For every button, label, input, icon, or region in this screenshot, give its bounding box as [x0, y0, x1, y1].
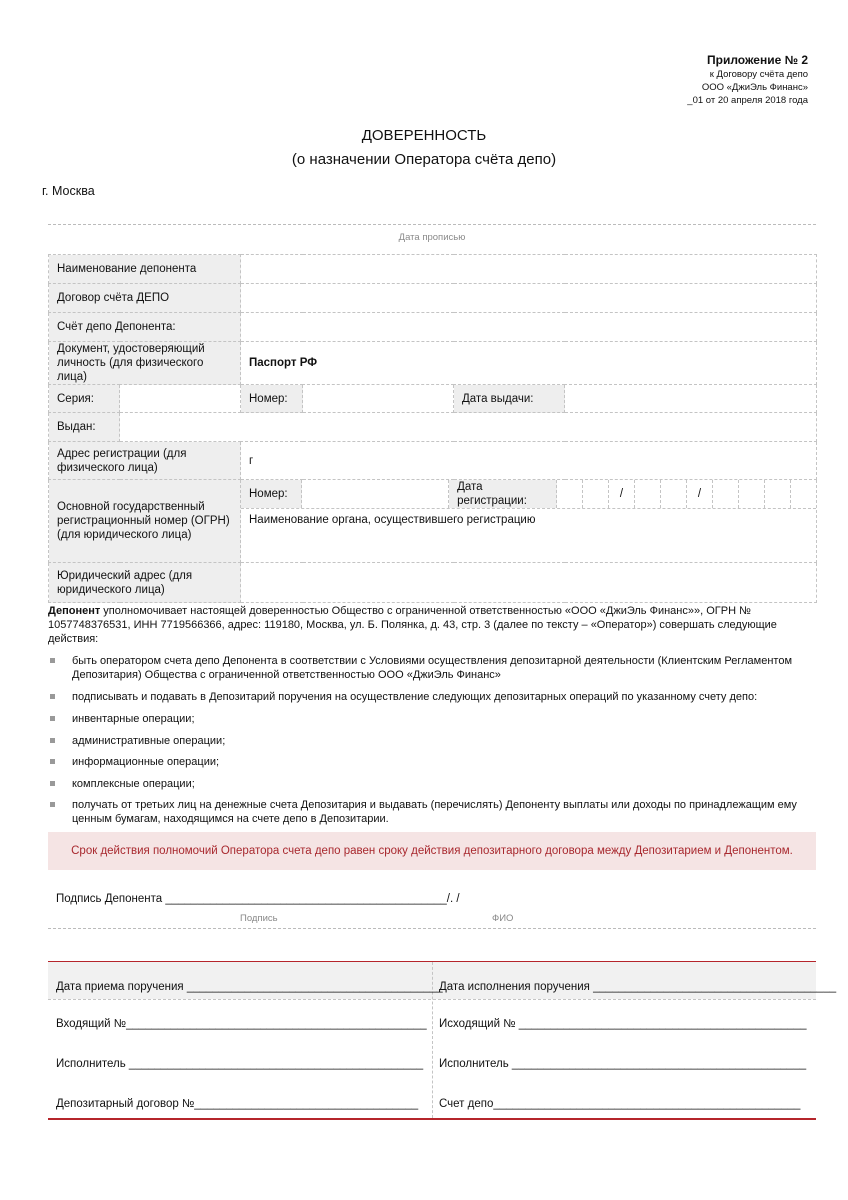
date-separator: /: [609, 480, 635, 508]
id-document-label: Документ, удостоверяющий личность (для физического лица): [49, 342, 241, 385]
document-title: ДОВЕРЕННОСТЬ: [361, 127, 487, 144]
legal-address-field[interactable]: [241, 563, 817, 603]
bullet-icon: [50, 694, 55, 699]
list-item-text: административные операции;: [72, 735, 226, 747]
depositor-name-label: Наименование депонента: [49, 255, 241, 284]
list-item-text: комплексные операции;: [72, 778, 195, 790]
bullet-icon: [50, 759, 55, 764]
registration-date-boxes[interactable]: [557, 480, 816, 508]
date-digit-box[interactable]: [557, 480, 583, 508]
executor-left-field[interactable]: Исполнитель ______________________________________________: [56, 1058, 424, 1070]
depositor-name-field[interactable]: [241, 255, 817, 284]
incoming-number-field[interactable]: Входящий №_______________________________________________: [56, 1018, 427, 1030]
authorization-text: [48, 604, 788, 646]
authorization-paragraph: уполномочивает настоящей доверенностью Общество с ограниченной ответственностью «ООО «ДжиЭль Финанс»», ОГРН № 1057748376531, ИНН 7719566366, адрес: 119180, Москва, ул. Б. Полянка, д. 43, стр. 3 (далее по тексту – «Оператор») совершать следующие действия:: [48, 605, 777, 645]
depo-account-field[interactable]: Счет депо________________________________________________: [439, 1098, 801, 1110]
divider: [48, 224, 816, 225]
appendix-header: [687, 52, 808, 107]
appendix-line-3: _01 от 20 апреля 2018 года: [687, 95, 808, 106]
bullet-icon: [50, 738, 55, 743]
city: г. Москва: [42, 184, 95, 198]
bullet-icon: [50, 802, 55, 807]
appendix-title: Приложение № 2: [706, 53, 808, 67]
issued-by-label: Выдан:: [49, 413, 120, 442]
series-field[interactable]: [120, 385, 241, 413]
date-digit-box[interactable]: [739, 480, 765, 508]
registration-date-label: Дата регистрации:: [449, 480, 557, 508]
list-item-text: инвентарные операции;: [72, 713, 195, 725]
appendix-line-2: ООО «ДжиЭль Финанс»: [701, 82, 808, 93]
ogrn-number-label: Номер:: [241, 480, 302, 508]
registration-address-label: Адрес регистрации (для физического лица): [49, 442, 241, 480]
passport-number-label: Номер:: [241, 385, 303, 413]
row-divider: [48, 999, 816, 1000]
list-item-text: быть оператором счета депо Депонента в соответствии с Условиями осуществления депозитарной деятельности (Клиентским Регламентом Депозитария) Общества с ограниченной ответственностью ООО «ДжиЭль Финанс»: [72, 655, 793, 681]
registration-address-field[interactable]: г: [241, 442, 817, 480]
passport-number-field[interactable]: [303, 385, 454, 413]
bullet-icon: [50, 658, 55, 663]
signature-caption: Подпись: [240, 913, 278, 924]
validity-banner-text: Срок действия полномочий Оператора счета депо равен сроку действия депозитарного договора между Депозитарием и Депонентом.: [71, 845, 793, 857]
account-label: Счёт депо Депонента:: [49, 313, 241, 342]
bullet-icon: [50, 716, 55, 721]
document-title-block: [0, 124, 848, 172]
registration-body-label[interactable]: Наименование органа, осуществившего регистрацию: [249, 514, 536, 526]
office-block-bottom-rule: [48, 1118, 816, 1120]
divider: [48, 928, 816, 929]
depositor-bold-label: Депонент: [48, 605, 101, 617]
ogrn-registration-row: [241, 480, 816, 509]
issue-date-label: Дата выдачи:: [454, 385, 565, 413]
id-document-value[interactable]: Паспорт РФ: [241, 342, 817, 385]
contract-label: Договор счёта ДЕПО: [49, 284, 241, 313]
full-name-caption: ФИО: [492, 913, 514, 924]
contract-field[interactable]: [241, 284, 817, 313]
legal-address-label: Юридический адрес (для юридического лица): [49, 563, 241, 603]
outgoing-number-field[interactable]: Исходящий № _____________________________________________: [439, 1018, 807, 1030]
date-separator: /: [687, 480, 713, 508]
document-subtitle: (о назначении Оператора счёта депо): [291, 151, 557, 168]
bullet-icon: [50, 781, 55, 786]
series-label: Серия:: [49, 385, 120, 413]
ogrn-label: Основной государственный регистрационный номер (ОГРН) (для юридического лица): [49, 480, 241, 563]
list-item-text: получать от третьих лиц на денежные счета Депозитария и выдавать (перечислять) Депоненту выплаты или доходы по принадлежащим ему ценным бумагам, находящимся на счете депо в Депозитарии.: [72, 799, 797, 825]
date-digit-box[interactable]: [791, 480, 816, 508]
received-date-field[interactable]: Дата приема поручения ________________________________________: [56, 981, 443, 993]
issue-date-field[interactable]: [565, 385, 817, 413]
list-item-text: информационные операции;: [72, 756, 220, 768]
depositor-form: [48, 254, 817, 603]
date-in-words-caption: Дата прописью: [398, 232, 466, 243]
date-digit-box[interactable]: [713, 480, 739, 508]
list-item-text: подписывать и подавать в Депозитарий поручения на осуществление следующих депозитарных операций по указанному счету депо:: [72, 691, 758, 703]
executed-date-field[interactable]: Дата исполнения поручения ______________________________________: [439, 981, 837, 993]
date-digit-box[interactable]: [635, 480, 661, 508]
validity-banner: [48, 832, 816, 870]
account-field[interactable]: [241, 313, 817, 342]
ogrn-number-field[interactable]: [302, 480, 449, 508]
date-digit-box[interactable]: [583, 480, 609, 508]
depository-contract-field[interactable]: Депозитарный договор №___________________________________: [56, 1098, 419, 1110]
executor-right-field[interactable]: Исполнитель ______________________________________________: [439, 1058, 807, 1070]
signature-line[interactable]: Подпись Депонента ____________________________________________/. /: [56, 893, 460, 905]
appendix-line-1: к Договору счёта депо: [709, 69, 808, 80]
issued-by-field[interactable]: [120, 413, 817, 442]
date-digit-box[interactable]: [661, 480, 687, 508]
date-digit-box[interactable]: [765, 480, 791, 508]
depository-office-block: [48, 962, 837, 1118]
